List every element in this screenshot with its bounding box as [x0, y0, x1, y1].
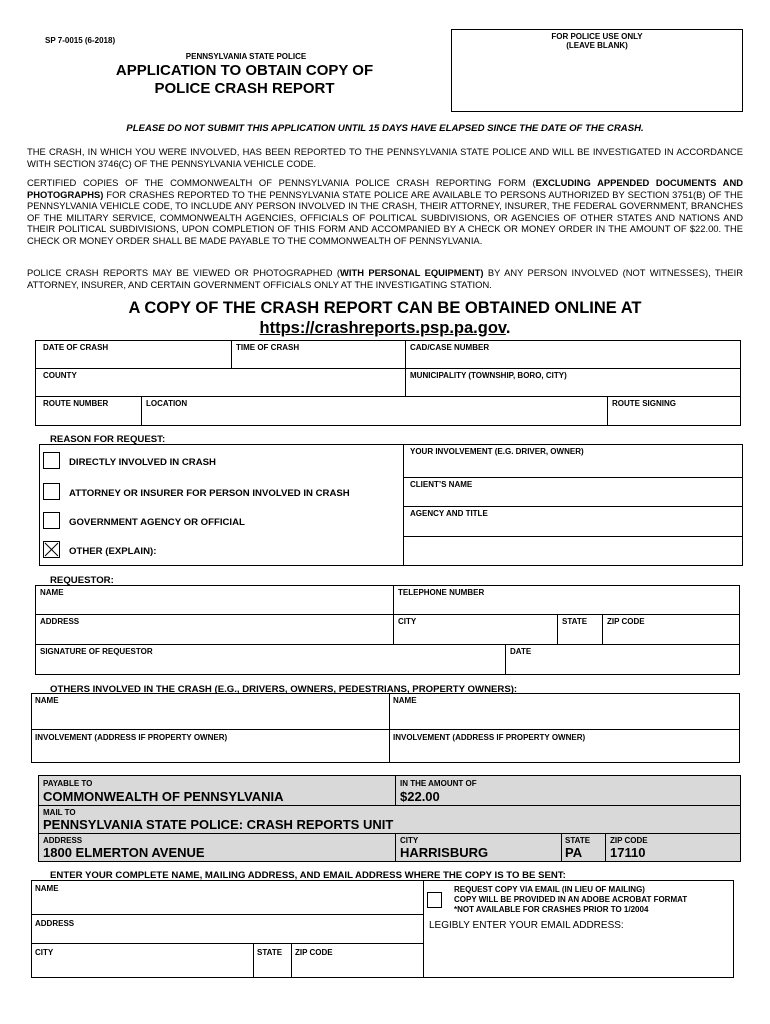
option-directly-involved: DIRECTLY INVOLVED IN CRASH [69, 457, 216, 468]
mailing-address-field[interactable] [32, 929, 422, 942]
checkbox-directly-involved[interactable] [43, 452, 60, 469]
paragraph-viewing-bold: WITH PERSONAL EQUIPMENT) [340, 267, 484, 278]
time-of-crash-field[interactable] [232, 352, 404, 367]
checkbox-other[interactable] [43, 541, 60, 558]
form-title-line1: APPLICATION TO OBTAIN COPY OF [115, 62, 374, 79]
police-use-line2: (LEAVE BLANK) [566, 41, 628, 50]
paragraph-investigation: THE CRASH, IN WHICH YOU WERE INVOLVED, HAS BEEN REPORTED TO THE PENNSYLVANIA STATE POLICE AND WILL BE INVESTIGATED IN ACCORDANCE WITH SECTION 3746(C) OF THE PENNSYLVANIA VEHICLE CODE. [27, 146, 743, 169]
case-number-field[interactable] [406, 352, 740, 367]
mailing-state-field[interactable] [254, 958, 290, 977]
option-attorney-insurer: ATTORNEY OR INSURER FOR PERSON INVOLVED IN CRASH [69, 488, 350, 499]
your-involvement-label: YOUR INVOLVEMENT (E.G. DRIVER, OWNER) [410, 447, 584, 456]
mail-zip-value: 17110 [610, 845, 646, 860]
other-person-1-name-label: NAME [35, 696, 59, 705]
signature-label: SIGNATURE OF REQUESTOR [40, 647, 153, 656]
paragraph-certified-copies-c: FOR CRASHES REPORTED TO THE PENNSYLVANIA STATE POLICE ARE AVAILABLE TO PERSONS AUTHORIZED BY SECTION 3751(B) OF THE PENNSYLVANIA VEHICLE CODE, TO INCLUDE ANY PERSON INVOLVED IN THE CRASH, THEIR ATTORNEY, INSURER, THE FEDERAL GOVERNMENT, BRANCHES OF THE MILITARY SERVICE, COMMONWEALTH AGENCIES, OFFICIALS OF POLITICAL SUBDIVISIONS, OR AGENCIES OF OTHER STATES AND NATIONS AND THEIR POLITICAL SUBDIVISIONS, UPON COMPLETION OF THIS FORM AND ACCOMPANIED BY A CHECK OR MONEY ORDER IN THE AMOUNT OF $22.00. THE CHECK OR MONEY ORDER SHALL BE MADE PAYABLE TO THE COMMONWEALTH OF PENNSYLVANIA. [27, 188, 743, 246]
payable-to-label: PAYABLE TO [43, 779, 93, 788]
location-label: LOCATION [146, 399, 188, 408]
agency-title-label: AGENCY AND TITLE [410, 509, 488, 518]
date-of-crash-field[interactable] [36, 352, 230, 367]
amount-value: $22.00 [400, 789, 440, 804]
requestor-city-label: CITY [398, 617, 417, 626]
checkbox-government-agency[interactable] [43, 512, 60, 529]
mail-state-label: STATE [565, 836, 591, 845]
signature-date-label: DATE [510, 647, 532, 656]
paragraph-viewing-a: POLICE CRASH REPORTS MAY BE VIEWED OR PHOTOGRAPHED ( [27, 267, 341, 278]
divider [31, 914, 423, 915]
route-number-field[interactable] [36, 409, 140, 425]
telephone-label: TELEPHONE NUMBER [398, 588, 485, 597]
online-url-link[interactable]: https://crashreports.psp.pa.gov [259, 319, 506, 337]
police-use-box [451, 29, 743, 112]
mail-address-value: 1800 ELMERTON AVENUE [43, 845, 205, 860]
other-explain-field[interactable] [404, 537, 742, 565]
mail-city-label: CITY [400, 836, 419, 845]
online-heading: A COPY OF THE CRASH REPORT CAN BE OBTAINED ONLINE AT [128, 299, 642, 317]
email-request-line2: COPY WILL BE PROVIDED IN AN ADOBE ACROBAT FORMAT [454, 895, 688, 904]
clients-name-label: CLIENT’S NAME [410, 480, 473, 489]
payable-to-value: COMMONWEALTH OF PENNSYLVANIA [43, 789, 284, 804]
checkbox-attorney-insurer[interactable] [43, 483, 60, 500]
requestor-state-label: STATE [562, 617, 588, 626]
other-person-2-name-label: NAME [393, 696, 417, 705]
other-person-2-involvement-field[interactable] [390, 743, 739, 762]
email-address-field[interactable] [425, 934, 733, 977]
checkbox-email-request[interactable] [427, 892, 442, 908]
mailing-name-label: NAME [35, 884, 59, 893]
divider [395, 775, 396, 805]
divider [31, 729, 740, 730]
mailing-state-label: STATE [257, 948, 283, 957]
requestor-zip-field[interactable] [603, 627, 739, 643]
other-person-2-involvement-label: INVOLVEMENT (ADDRESS IF PROPERTY OWNER) [393, 733, 586, 742]
telephone-field[interactable] [394, 598, 739, 613]
email-request-line1: REQUEST COPY VIA EMAIL (IN LIEU OF MAILING) [454, 885, 645, 894]
paragraph-certified-copies-a: CERTIFIED COPIES OF THE COMMONWEALTH OF PENNSYLVANIA POLICE CRASH REPORTING FORM ( [27, 177, 536, 188]
divider [561, 833, 562, 862]
divider [38, 805, 741, 806]
divider [403, 506, 743, 507]
divider [38, 833, 741, 834]
municipality-label: MUNICIPALITY (TOWNSHIP, BORO, CITY) [410, 371, 567, 380]
reason-heading: REASON FOR REQUEST: [50, 434, 166, 445]
mailing-zip-label: ZIP CODE [295, 948, 333, 957]
mailing-city-label: CITY [35, 948, 54, 957]
divider [35, 614, 740, 615]
checkmark-x-icon [44, 542, 59, 557]
others-heading: OTHERS INVOLVED IN THE CRASH (E.G., DRIVERS, OWNERS, PEDESTRIANS, PROPERTY OWNERS): [50, 684, 518, 695]
paragraph-certified-copies-bold: EXCLUDING APPENDED DOCUMENTS AND PHOTOGRAPHS) [27, 177, 743, 200]
online-url-line [0, 319, 770, 338]
requestor-zip-label: ZIP CODE [607, 617, 645, 626]
requestor-heading: REQUESTOR: [50, 575, 114, 586]
form-title-line2: POLICE CRASH REPORT [154, 80, 335, 97]
divider [31, 943, 423, 944]
divider [35, 644, 740, 645]
mail-to-label: MAIL TO [43, 808, 76, 817]
divider [395, 833, 396, 862]
paragraph-certified-copies [27, 177, 743, 247]
agency-name: PENNSYLVANIA STATE POLICE [185, 52, 307, 61]
email-prompt: LEGIBLY ENTER YOUR EMAIL ADDRESS: [429, 920, 624, 931]
agency-title-field[interactable] [404, 519, 742, 535]
mail-zip-label: ZIP CODE [610, 836, 648, 845]
other-person-1-involvement-field[interactable] [32, 743, 388, 762]
email-request-line3: *NOT AVAILABLE FOR CRASHES PRIOR TO 1/2004 [454, 905, 649, 914]
clients-name-field[interactable] [404, 490, 742, 505]
divider [35, 368, 741, 369]
county-field[interactable] [36, 380, 404, 395]
form-number: SP 7-0015 (6-2018) [45, 36, 116, 45]
divider [423, 880, 424, 978]
requestor-city-field[interactable] [394, 627, 556, 643]
time-of-crash-label: TIME OF CRASH [236, 343, 300, 352]
location-field[interactable] [142, 409, 606, 425]
mail-to-value: PENNSYLVANIA STATE POLICE: CRASH REPORTS UNIT [43, 817, 394, 832]
route-signing-label: ROUTE SIGNING [612, 399, 677, 408]
submission-notice: PLEASE DO NOT SUBMIT THIS APPLICATION UNTIL 15 DAYS HAVE ELAPSED SINCE THE DATE OF THE CRASH. [126, 123, 644, 134]
requestor-name-label: NAME [40, 588, 64, 597]
mail-city-value: HARRISBURG [400, 845, 489, 860]
municipality-field[interactable] [406, 380, 740, 395]
route-signing-field[interactable] [608, 409, 740, 425]
mailing-heading: ENTER YOUR COMPLETE NAME, MAILING ADDRESS, AND EMAIL ADDRESS WHERE THE COPY IS TO BE SENT: [50, 870, 566, 881]
option-government-agency: GOVERNMENT AGENCY OR OFFICIAL [69, 517, 245, 528]
case-number-label: CAD/CASE NUMBER [410, 343, 490, 352]
mailing-zip-field[interactable] [292, 958, 422, 977]
police-use-line1: FOR POLICE USE ONLY [551, 32, 643, 41]
requestor-state-field[interactable] [558, 627, 601, 643]
mailing-city-field[interactable] [32, 958, 252, 977]
other-person-1-involvement-label: INVOLVEMENT (ADDRESS IF PROPERTY OWNER) [35, 733, 228, 742]
requestor-address-field[interactable] [36, 627, 392, 643]
mail-state-value: PA [565, 845, 583, 860]
date-of-crash-label: DATE OF CRASH [43, 343, 109, 352]
divider [605, 833, 606, 862]
divider [403, 477, 743, 478]
mail-address-label: ADDRESS [43, 836, 83, 845]
option-other: OTHER (EXPLAIN): [69, 546, 157, 557]
route-number-label: ROUTE NUMBER [43, 399, 109, 408]
signature-field[interactable] [36, 657, 504, 674]
mailing-address-label: ADDRESS [35, 919, 75, 928]
mailing-name-field[interactable] [32, 894, 422, 913]
other-person-1-name-field[interactable] [32, 706, 388, 728]
paragraph-viewing-c: BY ANY PERSON INVOLVED (NOT WITNESSES), THEIR ATTORNEY, INSURER, AND CERTAIN GOVERNMENT OFFICIALS ONLY AT THE INVESTIGATING STATION. [27, 267, 744, 290]
signature-date-field[interactable] [506, 657, 739, 674]
paragraph-viewing [27, 267, 743, 290]
online-url-period: . [505, 319, 511, 337]
county-label: COUNTY [43, 371, 77, 380]
other-person-2-name-field[interactable] [390, 706, 739, 728]
amount-label: IN THE AMOUNT OF [400, 779, 477, 788]
requestor-name-field[interactable] [36, 598, 392, 613]
requestor-address-label: ADDRESS [40, 617, 80, 626]
your-involvement-field[interactable] [404, 457, 742, 476]
